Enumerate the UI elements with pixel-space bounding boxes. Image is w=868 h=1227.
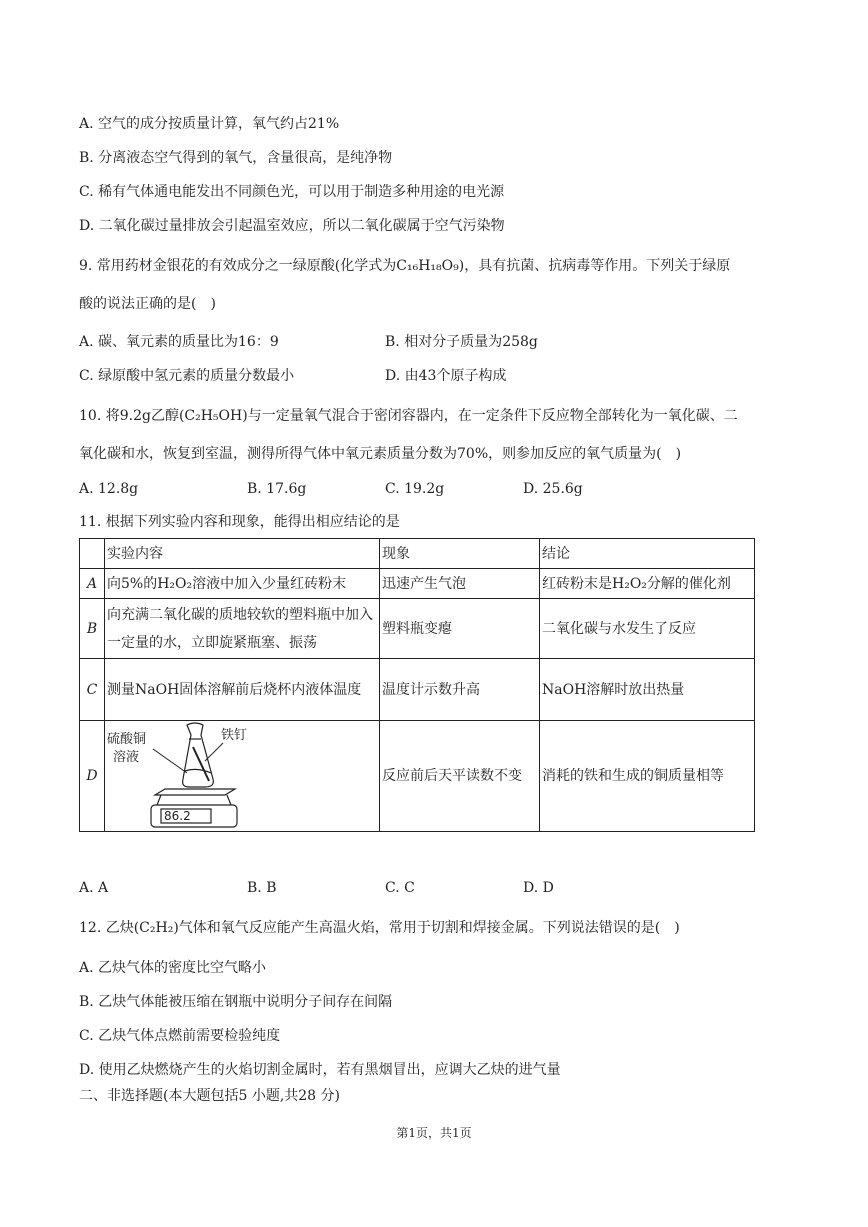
q11-option-b: B. B	[247, 880, 277, 896]
flask-drawing	[183, 723, 214, 787]
q12-option-a: A. 乙炔气体的密度比空气略小	[79, 960, 267, 976]
q11-option-d: D. D	[523, 880, 554, 896]
page-footer: 第1页，共1页	[396, 1126, 472, 1140]
row-content: 向5%的H₂O₂溶液中加入少量红砖粉末	[105, 569, 380, 599]
row-phenomenon: 温度计示数升高	[380, 659, 540, 721]
row-label: B	[80, 599, 105, 659]
q11-stem: 11. 根据下列实验内容和现象，能得出相应结论的是	[79, 514, 400, 530]
q10-option-d: D. 25.6g	[523, 481, 583, 497]
table-row	[80, 599, 755, 659]
q9-option-a: A. 碳、氧元素的质量比为16：9	[79, 334, 279, 350]
nail-label: 铁钉	[221, 728, 248, 743]
section-2-heading: 二、非选择题(本大题包括5 小题,共28 分)	[79, 1088, 340, 1104]
q12-option-b: B. 乙炔气体能被压缩在钢瓶中说明分子间存在间隔	[79, 994, 393, 1010]
table-header-row	[80, 539, 755, 569]
row-label: C	[80, 659, 105, 721]
q11-option-c: C. C	[385, 880, 415, 896]
q12-option-c: C. 乙炔气体点燃前需要检验纯度	[79, 1028, 281, 1044]
solution-label-line1: 硫酸铜	[107, 732, 147, 747]
table-row	[80, 721, 755, 832]
solution-pointer	[153, 749, 187, 773]
q11-option-a: A. A	[79, 880, 109, 896]
header-content: 实验内容	[105, 539, 380, 569]
row-label: D	[80, 721, 105, 832]
row-conclusion: NaOH溶解时放出热量	[540, 659, 755, 721]
q12-stem: 12. 乙炔(C₂H₂)气体和氧气反应能产生高温火焰，常用于切割和焊接金属。下列说法错误的是( )	[79, 920, 680, 936]
q8-option-b: B. 分离液态空气得到的氧气，含量很高，是纯净物	[79, 150, 393, 166]
q10-option-b: B. 17.6g	[247, 481, 307, 497]
experiment-table	[79, 538, 755, 832]
row-phenomenon: 反应前后天平读数不变	[380, 721, 540, 832]
q10-option-a: A. 12.8g	[79, 481, 139, 497]
row-phenomenon: 迅速产生气泡	[380, 569, 540, 599]
q10-stem-line1: 10. 将9.2g乙醇(C₂H₅OH)与一定量氧气混合于密闭容器内，在一定条件下反应物全部转化为一氧化碳、二	[79, 408, 738, 424]
nail-pointer	[205, 743, 223, 761]
row-conclusion: 二氧化碳与水发生了反应	[540, 599, 755, 659]
q10-stem-line2: 氧化碳和水，恢复到室温，测得所得气体中氧元素质量分数为70%，则参加反应的氧气质量为( )	[79, 446, 682, 462]
header-phenomenon: 现象	[380, 539, 540, 569]
q12-option-d: D. 使用乙炔燃烧产生的火焰切割金属时，若有黑烟冒出，应调大乙炔的进气量	[79, 1062, 561, 1078]
row-conclusion: 消耗的铁和生成的铜质量相等	[540, 721, 755, 832]
q9-option-d: D. 由43个原子构成	[385, 368, 507, 384]
q8-option-d: D. 二氧化碳过量排放会引起温室效应，所以二氧化碳属于空气污染物	[79, 218, 505, 234]
row-conclusion: 红砖粉末是H₂O₂分解的催化剂	[540, 569, 755, 599]
table-row	[80, 659, 755, 721]
balance-reading: 86.2	[164, 809, 191, 823]
q8-option-a: A. 空气的成分按质量计算，氧气约占21%	[79, 116, 340, 132]
header-empty-cell	[80, 539, 105, 569]
solution-label-line2: 溶液	[113, 750, 140, 765]
row-phenomenon: 塑料瓶变瘪	[380, 599, 540, 659]
q8-option-c: C. 稀有气体通电能发出不同颜色光，可以用于制造多种用途的电光源	[79, 184, 505, 200]
table-row	[80, 569, 755, 599]
row-content: 向充满二氧化碳的质地较软的塑料瓶中加入一定量的水，立即旋紧瓶塞、振荡	[105, 599, 380, 659]
q10-option-c: C. 19.2g	[385, 481, 445, 497]
q9-option-b: B. 相对分子质量为258g	[385, 334, 538, 350]
row-label: A	[80, 569, 105, 599]
header-conclusion: 结论	[540, 539, 755, 569]
row-content: 测量NaOH固体溶解前后烧杯内液体温度	[105, 659, 380, 721]
q9-stem-line1: 9. 常用药材金银花的有效成分之一绿原酸(化学式为C₁₆H₁₈O₉)，具有抗菌、抗病毒等作用。下列关于绿原	[79, 258, 731, 274]
row-content-figure	[105, 721, 380, 832]
q9-option-c: C. 绿原酸中氢元素的质量分数最小	[79, 368, 295, 384]
balance-figure	[105, 721, 375, 831]
q9-stem-line2: 酸的说法正确的是( )	[79, 296, 216, 312]
